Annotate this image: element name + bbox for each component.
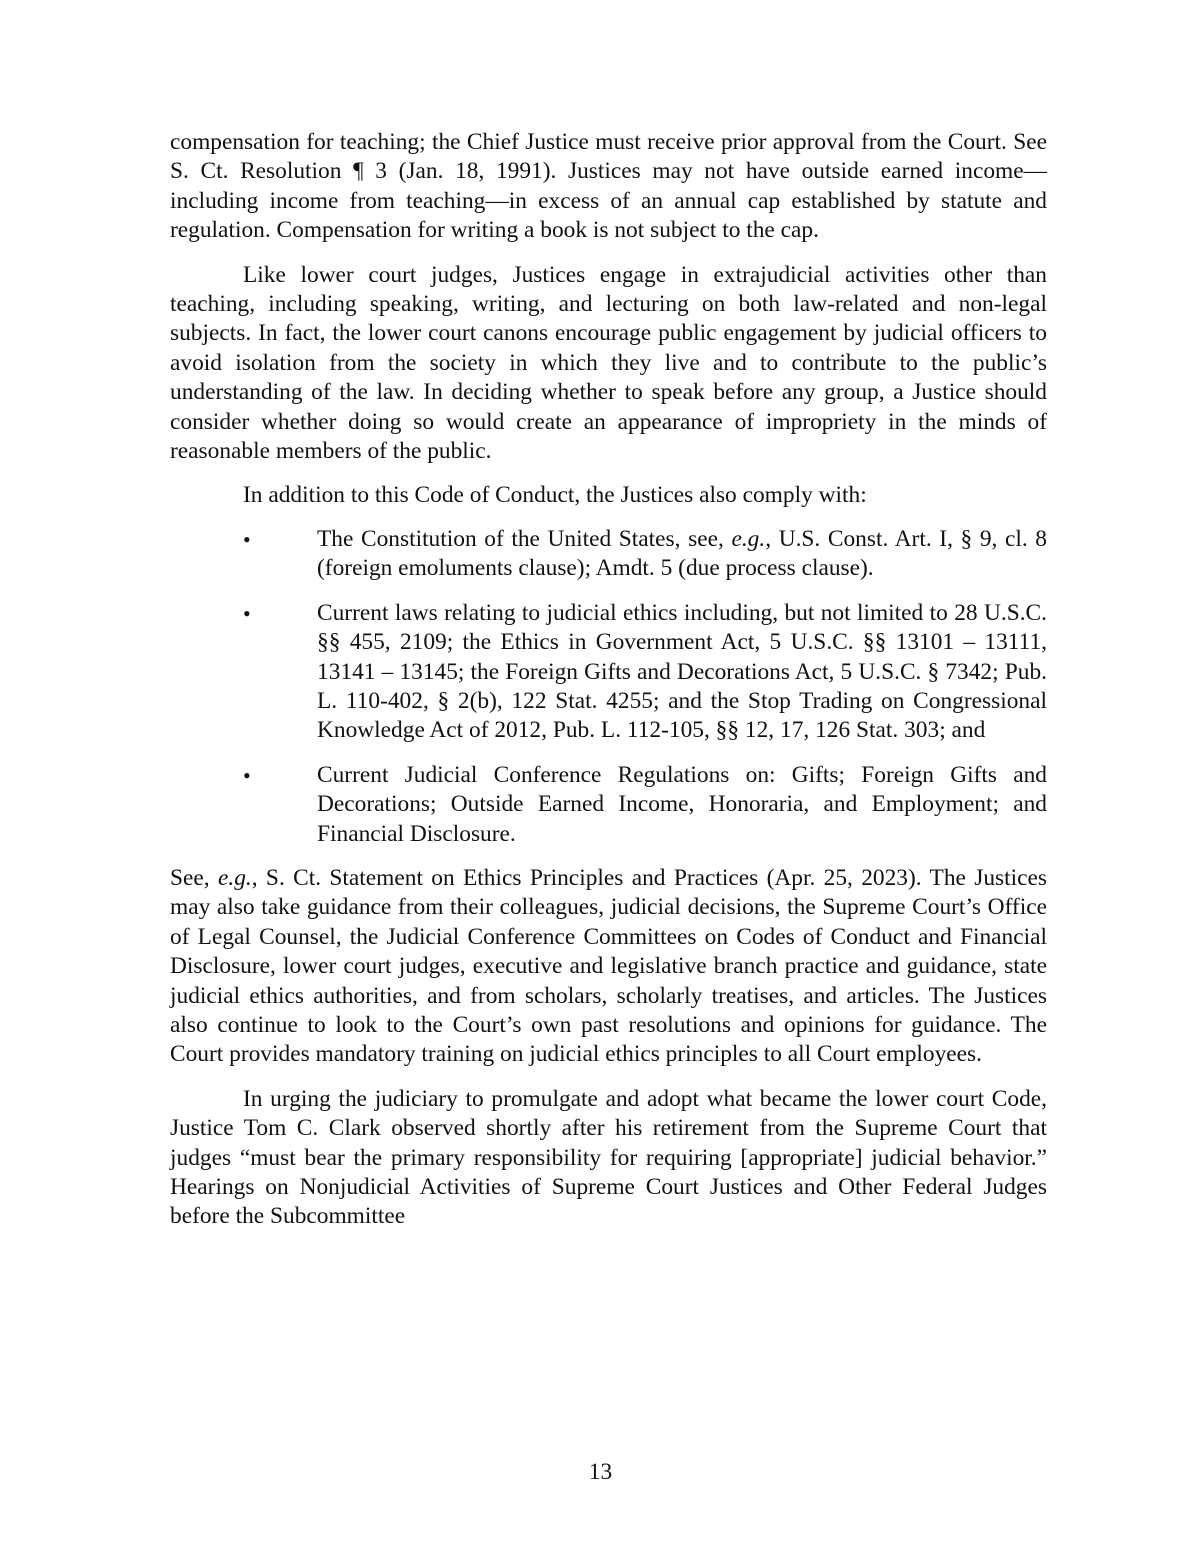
page-number: 13 bbox=[588, 1459, 613, 1485]
list-item bbox=[170, 525, 1047, 584]
bullet-icon: • bbox=[243, 762, 251, 788]
bullet-icon: • bbox=[243, 526, 251, 552]
list-item bbox=[170, 599, 1047, 746]
bullet-icon: • bbox=[243, 600, 251, 626]
list-item-text: Current Judicial Conference Regulations on: Gifts; Foreign Gifts and Decorations; Outside Earned Income, Honoraria, and Employment; and Financial Disclosure. bbox=[317, 761, 1047, 847]
list-item bbox=[170, 761, 1047, 849]
paragraph-justice-clark: In urging the judiciary to promulgate and adopt what became the lower court Code, Justice Tom C. Clark observed shortly after his retirement from the Supreme Court that judges “must bear the primary responsibility for requiring [appropriate] judicial behavior.” Hearings on Nonjudicial Activities of Supreme Court Justices and Other Federal Judges before the Subcommittee bbox=[170, 1085, 1047, 1230]
paragraph-guidance-sources: See, e.g., S. Ct. Statement on Ethics Principles and Practices (Apr. 25, 2023). The Justices may also take guidance from their colleagues, judicial decisions, the Supreme Court’s Office of Legal Counsel, the Judicial Conference Committees on Codes of Conduct and Financial Disclosure, lower court judges, executive and legislative branch practice and guidance, state judicial ethics authorities, and from scholars, scholarly treatises, and articles. The Justices also continue to look to the Court’s own past resolutions and opinions for guidance. The Court provides mandatory training on judicial ethics principles to all Court employees. bbox=[170, 864, 1048, 1068]
paragraph-compliance-lead: In addition to this Code of Conduct, the Justices also comply with: bbox=[243, 482, 867, 509]
list-item-text: The Constitution of the United States, see, e.g., U.S. Const. Art. I, § 9, cl. 8 (foreign emoluments clause); Amdt. 5 (due process clause). bbox=[317, 525, 1048, 582]
compliance-list bbox=[170, 525, 1047, 849]
paragraph-compensation: compensation for teaching; the Chief Justice must receive prior approval from the Court. See S. Ct. Resolution ¶ 3 (Jan. 18, 1991). Justices may not have outside earned income—including income from teaching—in excess of an annual cap established by statute and regulation. Compensation for writing a book is not subject to the cap. bbox=[170, 129, 1047, 244]
document-page bbox=[170, 128, 1047, 1247]
list-item-text: Current laws relating to judicial ethics including, but not limited to 28 U.S.C. §§ 455, 2109; the Ethics in Government Act, 5 U.S.C. §§ 13101 – 13111, 13141 – 13145; the Foreign Gifts and Decorations Act, 5 U.S.C. § 7342; Pub. L. 110-402, § 2(b), 122 Stat. 4255; and the Stop Trading on Congressional Knowledge Act of 2012, Pub. L. 112-105, §§ 12, 17, 126 Stat. 303; and bbox=[317, 599, 1047, 744]
paragraph-extrajudicial-activities: Like lower court judges, Justices engage in extrajudicial activities other than teaching, including speaking, writing, and lecturing on both law-related and non-legal subjects. In fact, the lower court canons encourage public engagement by judicial officers to avoid isolation from the society in which they live and to contribute to the public’s understanding of the law. In deciding whether to speak before any group, a Justice should consider whether doing so would create an appearance of impropriety in the minds of reasonable members of the public. bbox=[170, 261, 1047, 465]
